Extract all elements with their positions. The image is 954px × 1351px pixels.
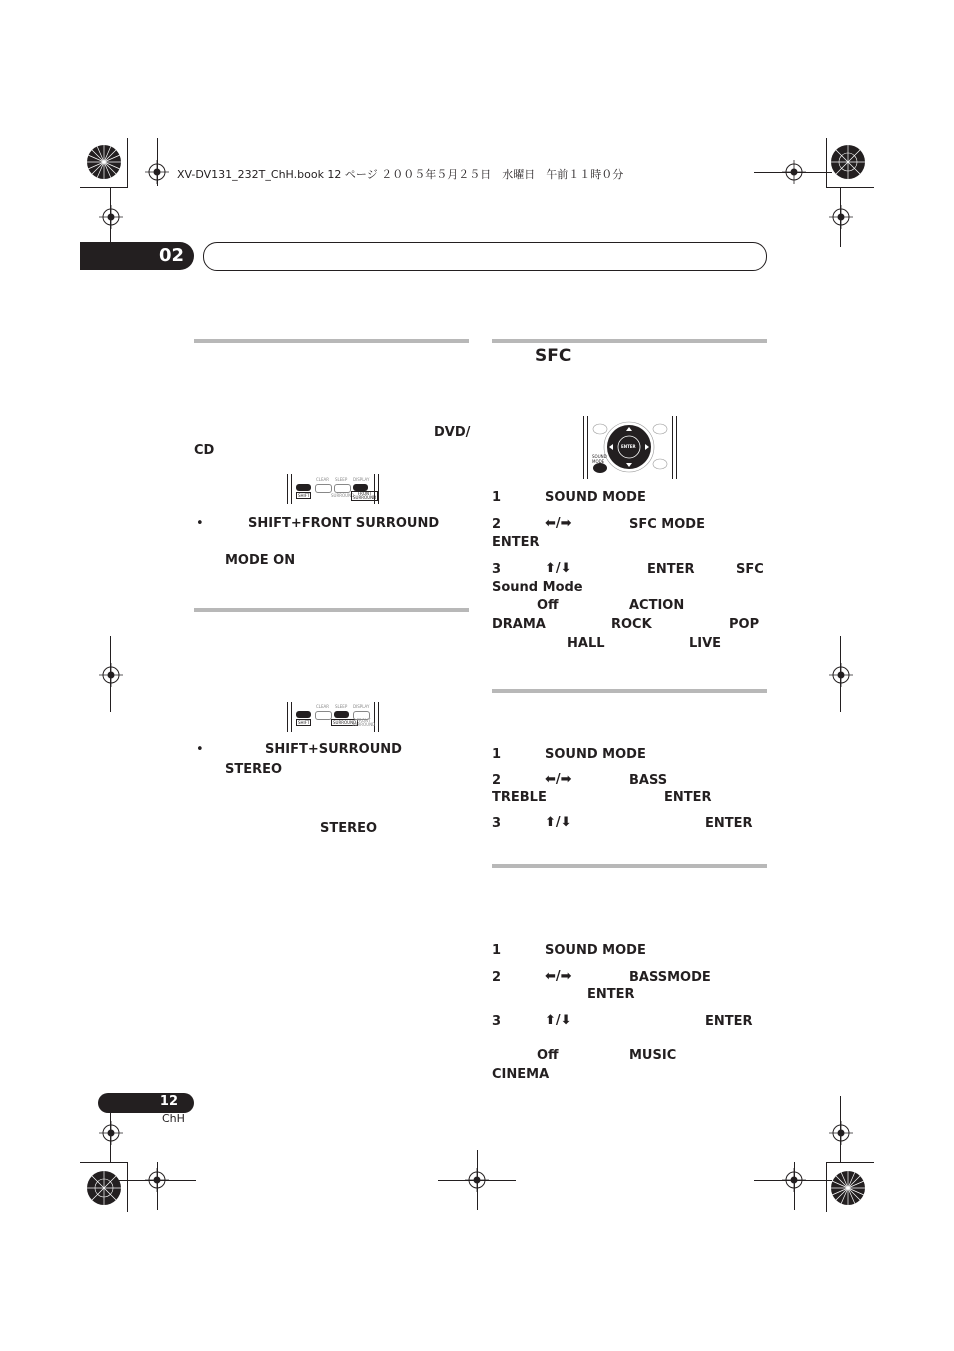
option-rock: ROCK <box>611 617 652 632</box>
crosshair-target-icon <box>829 663 853 687</box>
registration-sunburst-icon <box>830 144 866 180</box>
step-number: 1 <box>492 747 502 762</box>
book-info-header: XV-DV131_232T_ChH.book 12 ページ ２００５年５月２５日 水曜日 午前１１時０分 <box>177 168 624 181</box>
crosshair-target-icon <box>829 1121 853 1145</box>
up-down-arrows-icon: ⬆/⬇ <box>545 815 572 830</box>
enter-label: ENTER <box>705 816 753 831</box>
section-rule <box>492 864 767 868</box>
sound-mode-text: Sound Mode <box>492 580 583 595</box>
registration-sunburst-icon <box>86 1170 122 1206</box>
remote-illustration <box>287 702 379 732</box>
page-number-tab <box>98 1093 194 1113</box>
page-number: 12 <box>159 1094 178 1109</box>
enter-label: ENTER <box>664 790 712 805</box>
stereo-label: STEREO <box>225 762 283 777</box>
display-key-label: DISPLAY <box>353 477 370 482</box>
step-number: 3 <box>492 816 502 831</box>
bullet: • <box>196 516 204 531</box>
display-key-label: DISPLAY <box>353 704 370 709</box>
registration-sunburst-icon <box>86 144 122 180</box>
bassmode-label: BASSMODE <box>629 970 711 985</box>
up-down-arrows-icon: ⬆/⬇ <box>545 561 572 576</box>
chapter-title-box <box>203 242 767 271</box>
shift-key <box>296 711 311 718</box>
clear-key-label: CLEAR <box>316 704 330 709</box>
crosshair-target-icon <box>829 205 853 229</box>
left-right-arrows-icon: ⬅/➡ <box>545 969 572 984</box>
crosshair-target-icon <box>99 1121 123 1145</box>
bullet: • <box>196 742 204 757</box>
sound-mode-key-label: SOUND MODE <box>592 454 607 464</box>
step-number: 1 <box>492 490 502 505</box>
sleep-key-label: SLEEP <box>335 704 348 709</box>
section-rule <box>194 608 469 612</box>
sound-mode-label: SOUND MODE <box>545 943 646 958</box>
front-surround-key-label: FRONT SURROUND <box>353 491 377 500</box>
enter-label: ENTER <box>587 987 635 1002</box>
surround-key-label: SURROUND <box>331 493 355 498</box>
option-pop: POP <box>729 617 760 632</box>
enter-label: ENTER <box>647 562 695 577</box>
sfc-title: SFC <box>535 346 572 366</box>
left-right-arrows-icon: ⬅/➡ <box>545 772 572 787</box>
option-live: LIVE <box>689 636 722 651</box>
step-number: 3 <box>492 562 502 577</box>
option-off: Off <box>537 1048 559 1063</box>
option-off: Off <box>537 598 559 613</box>
bass-label: BASS <box>629 773 668 788</box>
section-rule <box>194 339 469 343</box>
front-surround-key <box>353 484 368 491</box>
option-drama: DRAMA <box>492 617 546 632</box>
registration-sunburst-icon <box>830 1170 866 1206</box>
shift-front-surround-label: SHIFT+FRONT SURROUND <box>248 516 440 531</box>
sleep-key <box>334 484 351 493</box>
sound-mode-label: SOUND MODE <box>545 747 646 762</box>
clear-key <box>315 711 332 720</box>
step-number: 2 <box>492 773 502 788</box>
sfc-mode-label: SFC MODE <box>629 517 705 532</box>
cd-label: CD <box>194 443 215 458</box>
sfc-label: SFC <box>736 562 764 577</box>
option-hall: HALL <box>567 636 605 651</box>
enter-label: ENTER <box>492 535 540 550</box>
surround-key <box>334 711 349 718</box>
language-code: ChH <box>162 1112 185 1125</box>
enter-key-label: ENTER <box>621 444 636 449</box>
enter-label: ENTER <box>705 1014 753 1029</box>
section-rule <box>492 339 767 343</box>
shift-key <box>296 484 311 491</box>
front-surround-key-label: FRONT SURROUND <box>352 718 376 727</box>
step-number: 3 <box>492 1014 502 1029</box>
surround-key-label: SURROUND <box>333 720 357 725</box>
chapter-tab <box>80 242 194 270</box>
crosshair-target-icon <box>99 663 123 687</box>
clear-key <box>315 484 332 493</box>
step-number: 1 <box>492 943 502 958</box>
shift-surround-label: SHIFT+SURROUND <box>265 742 402 757</box>
shift-key-label: SHIFT <box>298 720 310 725</box>
stereo-label: STEREO <box>320 821 378 836</box>
crosshair-target-icon <box>99 205 123 229</box>
up-down-arrows-icon: ⬆/⬇ <box>545 1013 572 1028</box>
step-number: 2 <box>492 517 502 532</box>
step-number: 2 <box>492 970 502 985</box>
treble-label: TREBLE <box>492 790 547 805</box>
left-right-arrows-icon: ⬅/➡ <box>545 516 572 531</box>
option-cinema: CINEMA <box>492 1067 550 1082</box>
chapter-number: 02 <box>158 245 184 266</box>
clear-key-label: CLEAR <box>316 477 330 482</box>
section-rule <box>492 689 767 693</box>
sound-mode-label: SOUND MODE <box>545 490 646 505</box>
dvd-label: DVD/ <box>434 425 471 440</box>
mode-on-label: MODE ON <box>225 553 296 568</box>
option-music: MUSIC <box>629 1048 677 1063</box>
sleep-key-label: SLEEP <box>335 477 348 482</box>
shift-key-label: SHIFT <box>298 493 310 498</box>
remote-cursor-pad-illustration <box>583 416 677 479</box>
remote-illustration <box>287 474 379 504</box>
option-action: ACTION <box>629 598 685 613</box>
